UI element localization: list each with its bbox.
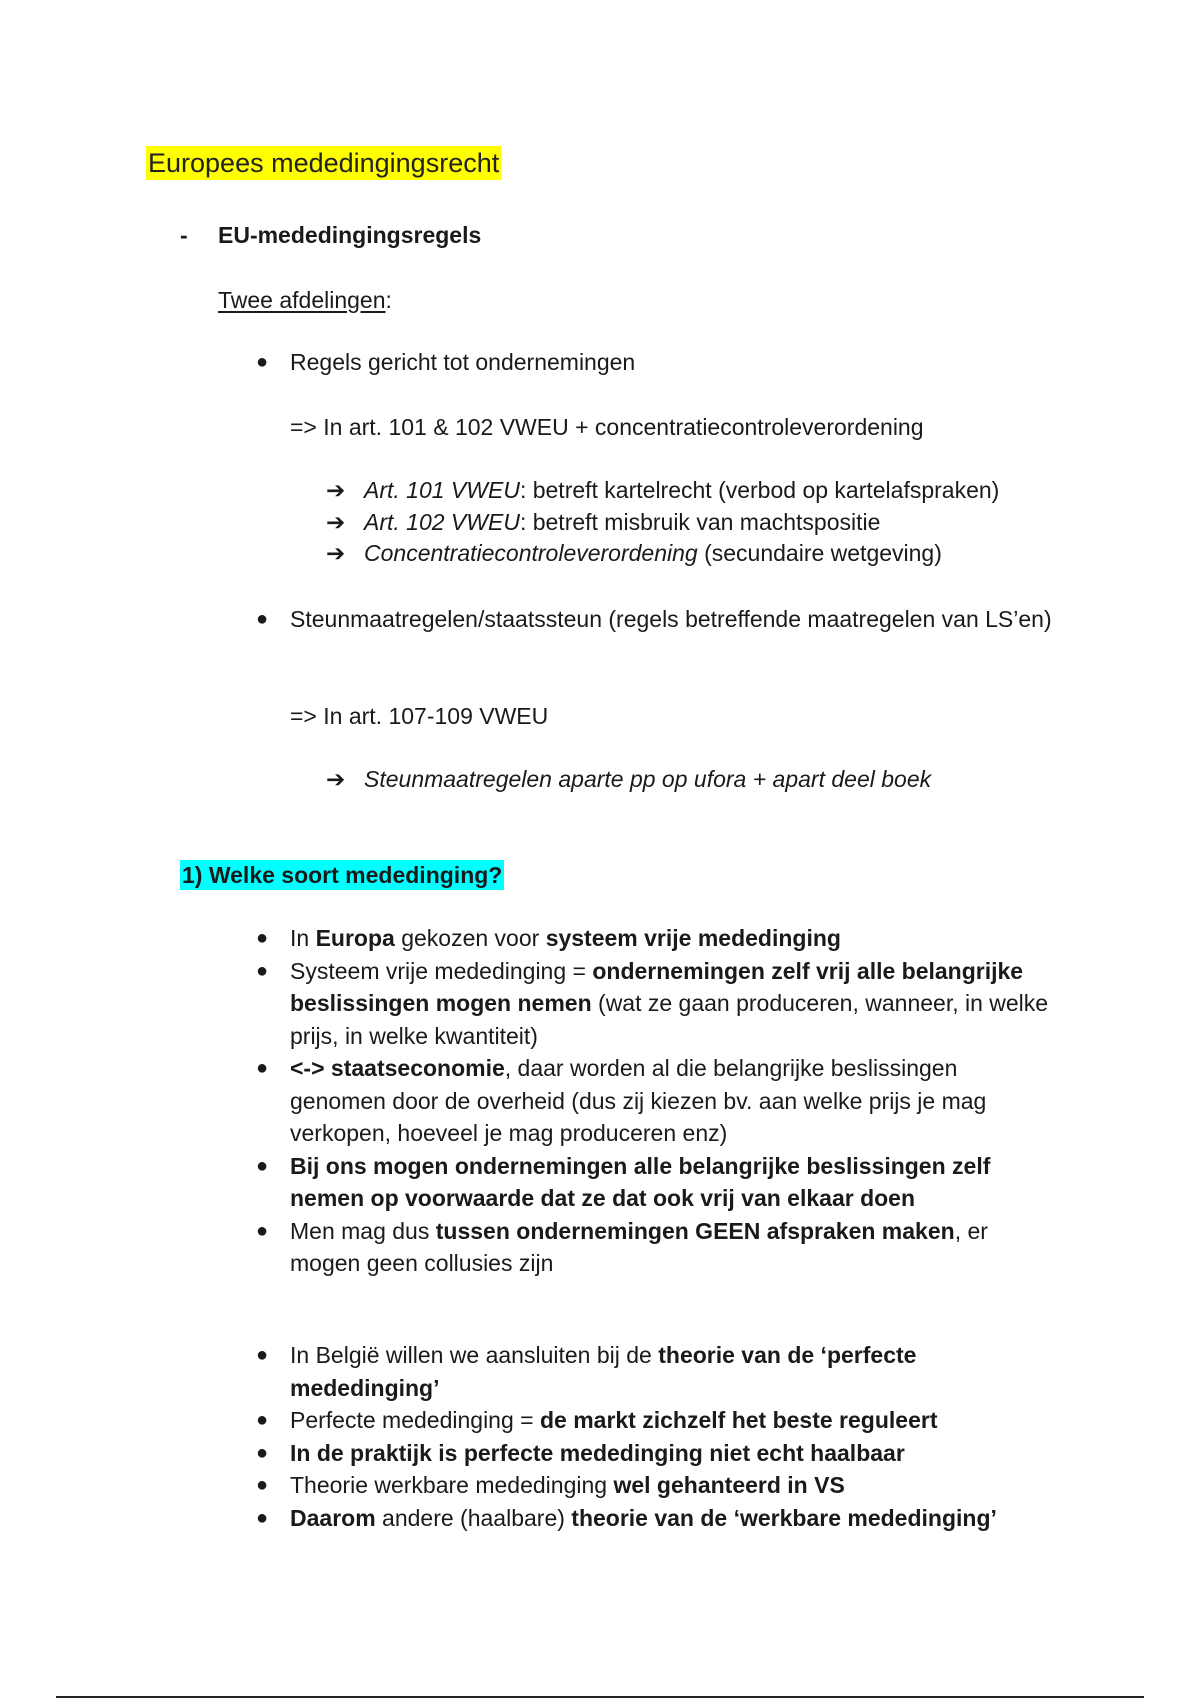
bold-text-segment: de markt zichzelf het beste reguleert: [539, 1407, 938, 1433]
list-item: [0, 346, 1055, 379]
article-reference-107-109-text: => In art. 107-109 VWEU: [290, 703, 549, 729]
arrow-right-icon: ➔: [326, 766, 346, 792]
list-item: [0, 1502, 1055, 1535]
bullet-icon: ●: [256, 1154, 269, 1177]
bullet-icon: ●: [256, 1474, 269, 1496]
bullet-list-free-competition: [0, 922, 1055, 1280]
bold-text-segment: systeem vrije mededinging: [545, 925, 841, 951]
arrow-item-text: : betreft kartelrecht (verbod op kartelafspraken): [519, 477, 1000, 503]
document-title: Europees mededingingsrecht: [148, 148, 500, 178]
arrow-item-emphasis: Art. 101 VWEU: [364, 477, 520, 503]
bullet-icon: ●: [256, 1057, 269, 1079]
article-reference-101-102: => In art. 101 & 102 VWEU + concentratiecontroleverordening: [290, 414, 924, 440]
arrow-item-emphasis: Art. 102 VWEU: [364, 508, 520, 535]
bullet-icon: ●: [256, 608, 269, 630]
bold-text-segment: theorie van de ‘perfecte mededinging’: [290, 1342, 917, 1401]
bullet-icon: ●: [256, 959, 269, 982]
bold-text-segment: tussen ondernemingen GEEN afspraken maken: [435, 1217, 955, 1244]
dash-marker: -: [180, 222, 188, 248]
arrow-item-emphasis: Concentratiecontroleverordening: [364, 540, 698, 566]
list-item: [0, 603, 1055, 636]
bullet-list-rules: [0, 346, 1055, 379]
text-segment: andere (haalbare): [375, 1504, 572, 1531]
page-bottom-rule: [56, 1696, 1144, 1698]
arrow-list-articles: [326, 475, 999, 570]
text-segment: (wat ze gaan produceren, wanneer, in welke prijs, in welke kwantiteit): [290, 990, 1049, 1049]
bold-text-segment: Daarom: [290, 1504, 376, 1531]
bullet-icon: ●: [256, 351, 269, 373]
bold-text-segment: ondernemingen zelf vrij alle belangrijke beslissingen mogen nemen: [290, 957, 1024, 1016]
list-item: [326, 507, 999, 539]
bold-text-segment: In de praktijk is perfecte mededinging niet echt haalbaar: [290, 1439, 905, 1466]
list-item: [0, 922, 1055, 955]
text-segment: gekozen voor: [394, 925, 546, 951]
list-item: [0, 1437, 1055, 1470]
bold-text-segment: Bij ons mogen ondernemingen alle belangrijke beslissingen zelf nemen op voorwaarde dat ze dat ook vrij van elkaar doen: [290, 1152, 991, 1211]
bold-text-segment: theorie van de ‘werkbare mededinging’: [571, 1504, 997, 1531]
bullet-text-state-aid: Steunmaatregelen/staatssteun (regels betreffende maatregelen van LS’en): [290, 606, 1052, 632]
bullet-list-state-aid: [0, 603, 1055, 636]
list-item: [0, 1469, 1055, 1502]
bold-text-segment: Europa: [315, 925, 395, 951]
section-heading-competition-type: 1) Welke soort mededinging?: [182, 862, 503, 888]
arrow-text-state-aid: Steunmaatregelen aparte pp op ufora + apart deel boek: [364, 766, 932, 792]
arrow-list-state-aid: [326, 764, 931, 796]
list-item: [0, 955, 1055, 1053]
list-item: [0, 1150, 1055, 1215]
arrow-right-icon: ➔: [326, 540, 346, 566]
bullet-icon: ●: [256, 1409, 269, 1431]
text-segment: Systeem vrije mededinging =: [290, 957, 593, 984]
list-item: [0, 1404, 1055, 1437]
text-segment: In België willen we aansluiten bij de: [290, 1342, 659, 1368]
text-segment: Perfecte mededinging =: [290, 1407, 540, 1433]
list-item: [0, 1215, 1055, 1280]
arrow-right-icon: ➔: [326, 477, 346, 503]
article-reference-107-109: [290, 700, 548, 732]
bullet-icon: ●: [256, 1219, 269, 1242]
arrow-item-text: : betreft misbruik van machtspositie: [519, 508, 881, 535]
list-item: [326, 475, 999, 507]
list-item: [0, 1052, 1055, 1150]
list-item: [0, 1339, 1055, 1404]
bullet-text-undertakings: Regels gericht tot ondernemingen: [290, 349, 636, 375]
bullet-icon: ●: [256, 1441, 269, 1464]
bullet-icon: ●: [256, 1506, 269, 1529]
text-segment: , er mogen geen collusies zijn: [290, 1217, 988, 1276]
arrow-right-icon: ➔: [326, 508, 346, 535]
text-segment: Men mag dus: [290, 1217, 436, 1244]
eu-rules-heading-text: EU-mededingingsregels: [218, 222, 482, 248]
bullet-list-perfect-competition: [0, 1339, 1055, 1534]
bullet-icon: ●: [256, 1344, 269, 1366]
two-departments-underlined: Twee afdelingen: [218, 287, 386, 313]
bold-text-segment: wel gehanteerd in VS: [613, 1472, 845, 1498]
text-segment: In: [290, 925, 316, 951]
text-segment: Theorie werkbare mededinging: [290, 1472, 614, 1498]
list-item: [326, 538, 999, 570]
bold-text-segment: <-> staatseconomie: [290, 1055, 505, 1081]
arrow-item-text: (secundaire wetgeving): [697, 540, 942, 566]
bullet-icon: ●: [256, 927, 269, 949]
section-eu-rules-heading: [180, 220, 481, 250]
list-item: [326, 764, 931, 796]
two-departments-colon: :: [385, 287, 392, 313]
two-departments-label: [218, 285, 392, 315]
text-segment: , daar worden al die belangrijke beslissingen genomen door de overheid (dus zij kiezen bv. aan welke prijs je mag verkopen, hoeveel je mag produceren enz): [290, 1055, 987, 1146]
